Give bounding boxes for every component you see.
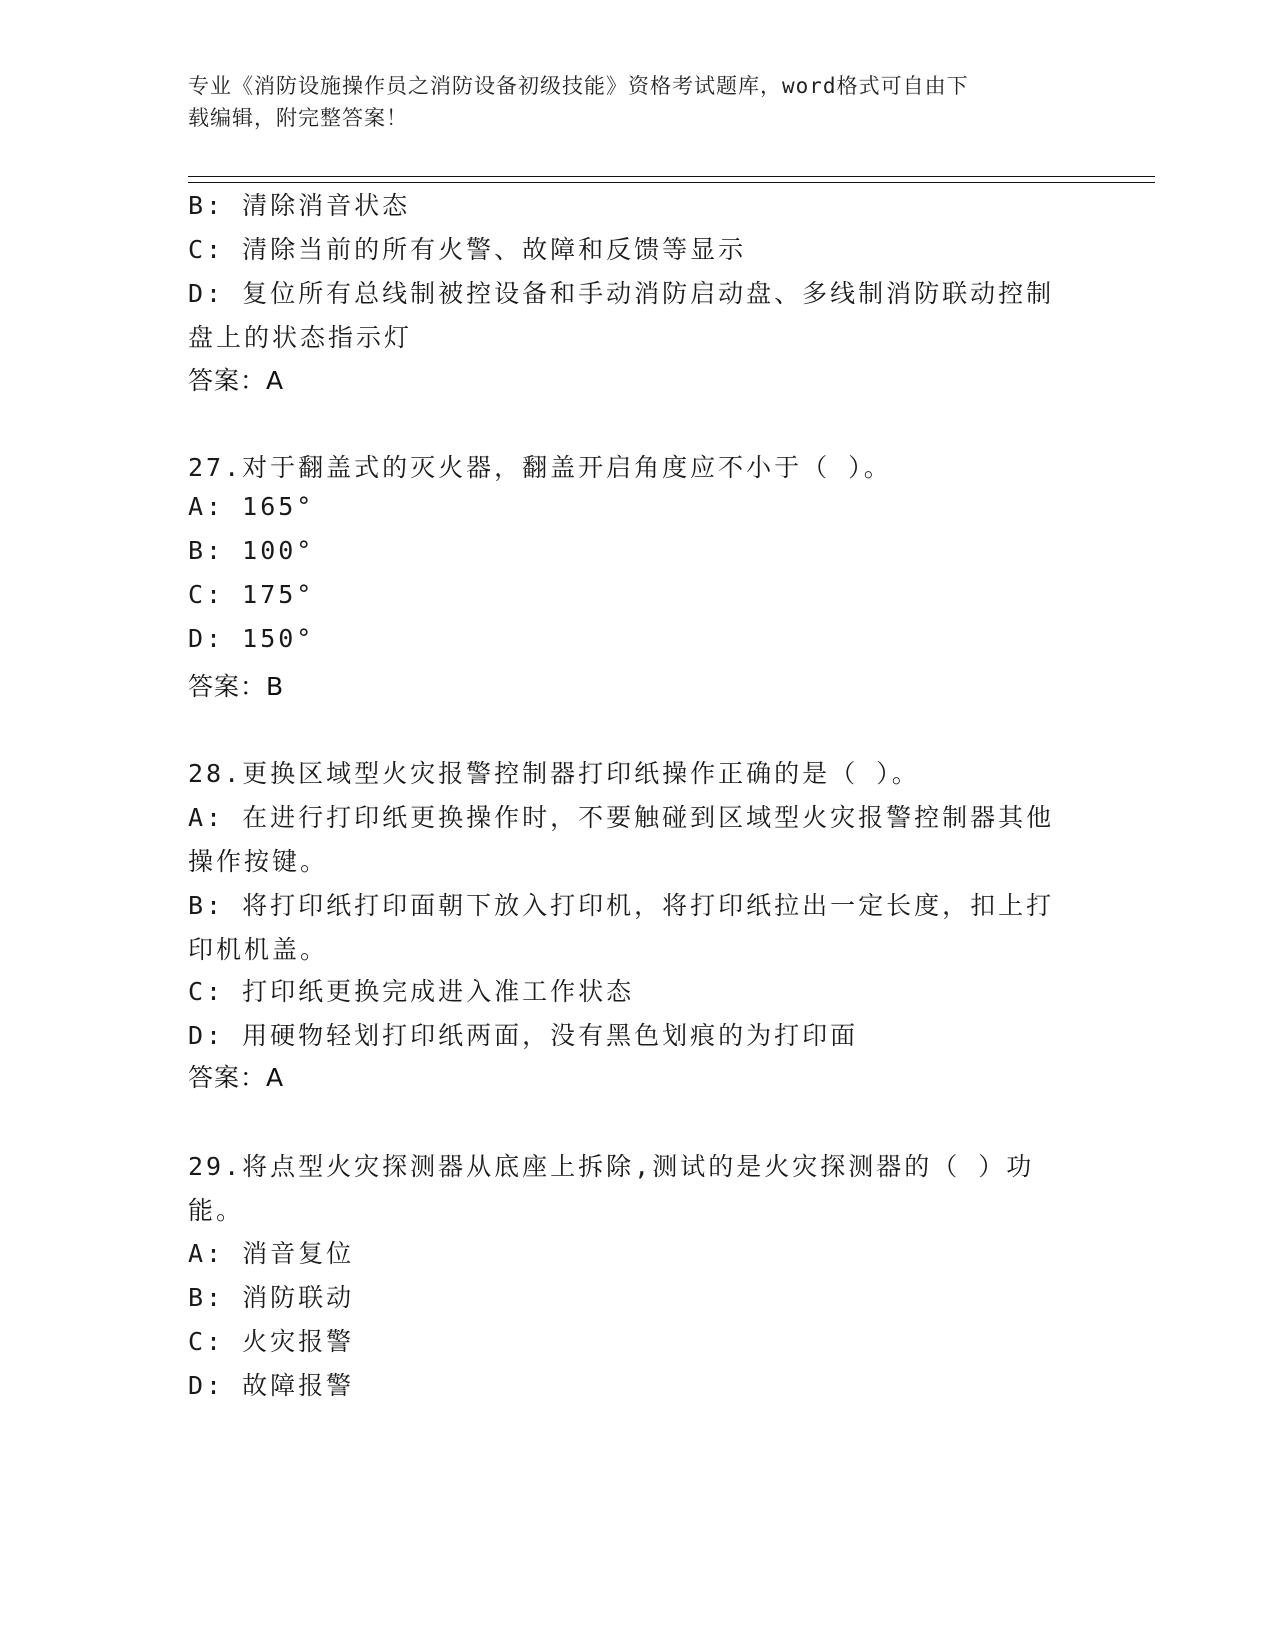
q26-option-b: B: 清除消音状态 — [188, 191, 411, 220]
q29-option-c: C: 火灾报警 — [188, 1327, 355, 1356]
q29-stem-line-2: 能。 — [188, 1196, 245, 1225]
q28-option-c: C: 打印纸更换完成进入准工作状态 — [188, 977, 635, 1006]
header-line-1: 专业《消防设施操作员之消防设备初级技能》资格考试题库，word格式可自由下 — [188, 74, 969, 98]
q26-option-c: C: 清除当前的所有火警、故障和反馈等显示 — [188, 235, 747, 264]
q27-option-a: A: 165° — [188, 492, 315, 521]
q26-option-d-line-2: 盘上的状态指示灯 — [188, 323, 413, 352]
q27-answer: 答案：B — [188, 672, 285, 701]
document-header — [188, 70, 1088, 134]
q29-option-a: A: 消音复位 — [188, 1239, 355, 1268]
q28-stem: 28.更换区域型火灾报警控制器打印纸操作正确的是（ ）。 — [188, 759, 920, 788]
header-divider-bottom — [188, 182, 1155, 183]
q27-stem: 27.对于翻盖式的灭火器，翻盖开启角度应不小于（ ）。 — [188, 453, 892, 482]
q27-option-c: C: 175° — [188, 580, 315, 609]
q29-option-d: D: 故障报警 — [188, 1371, 355, 1400]
q28-option-d: D: 用硬物轻划打印纸两面，没有黑色划痕的为打印面 — [188, 1021, 859, 1050]
q29-option-b: B: 消防联动 — [188, 1283, 355, 1312]
header-divider-top — [188, 176, 1155, 177]
q26-answer: 答案：A — [188, 366, 285, 395]
q29-stem-line-1: 29.将点型火灾探测器从底座上拆除,测试的是火灾探测器的（ ）功 — [188, 1152, 1035, 1181]
q28-option-a-line-1: A: 在进行打印纸更换操作时，不要触碰到区域型火灾报警控制器其他 — [188, 803, 1055, 832]
q28-option-b-line-2: 印机机盖。 — [188, 935, 329, 964]
q27-option-b: B: 100° — [188, 536, 315, 565]
q28-option-b-line-1: B: 将打印纸打印面朝下放入打印机，将打印纸拉出一定长度，扣上打 — [188, 891, 1055, 920]
q26-option-d-line-1: D: 复位所有总线制被控设备和手动消防启动盘、多线制消防联动控制 — [188, 279, 1055, 308]
header-line-2: 载编辑，附完整答案！ — [188, 106, 408, 130]
q27-option-d: D: 150° — [188, 624, 315, 653]
q28-option-a-line-2: 操作按键。 — [188, 847, 329, 876]
q28-answer: 答案：A — [188, 1063, 285, 1092]
